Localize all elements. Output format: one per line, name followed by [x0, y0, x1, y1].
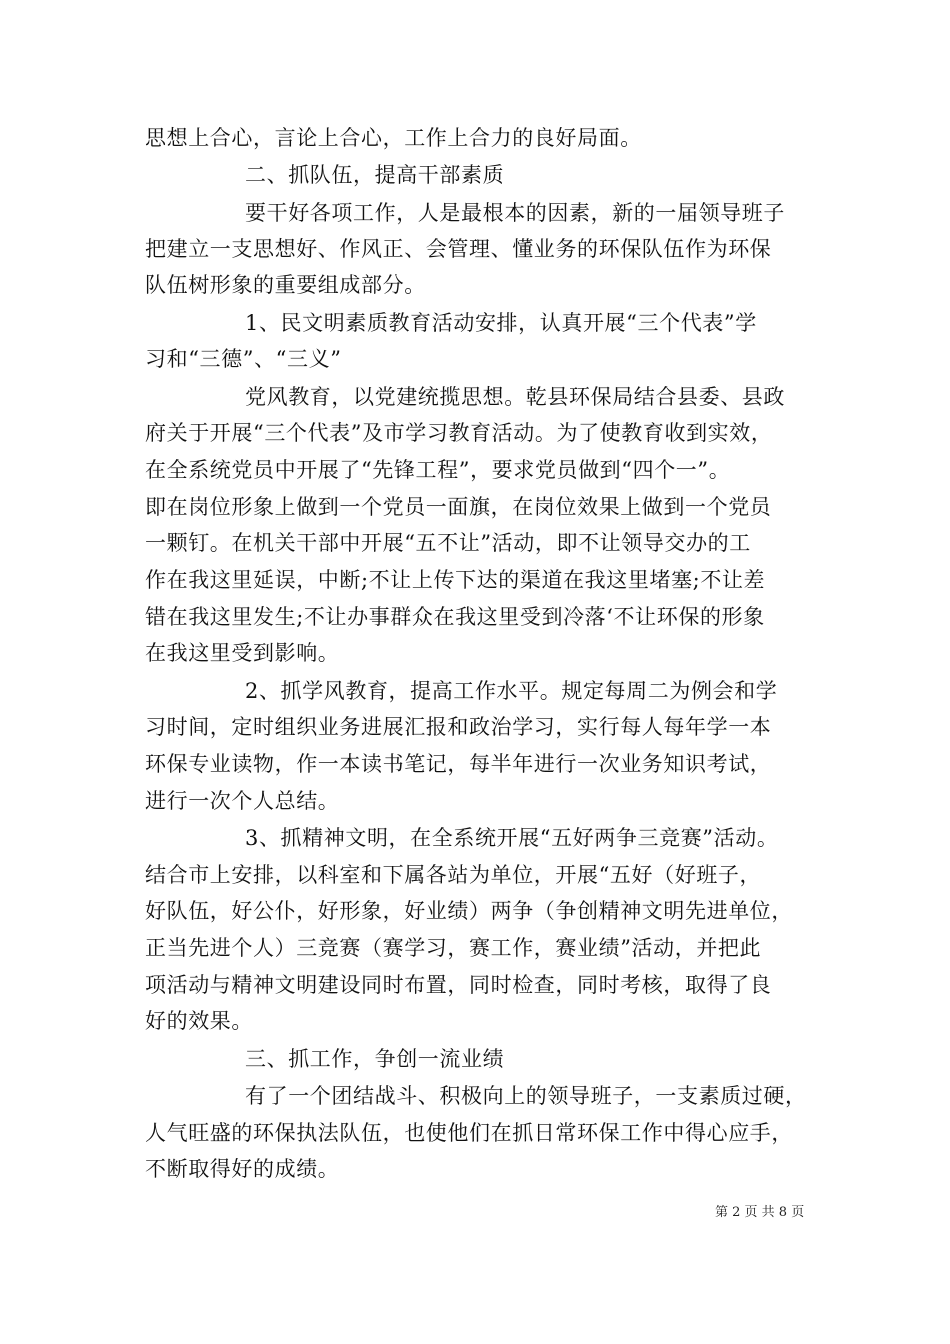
paragraph-line-13: 作在我这里延误，中断;不让上传下达的渠道在我这里堵塞;不让差 — [145, 568, 766, 592]
paragraph-line-27: 有了一个团结战斗、积极向上的领导班子，一支素质过硬， — [245, 1084, 807, 1108]
paragraph-line-9: 府关于开展“三个代表”及市学习教育活动。为了使教育收到实效， — [145, 421, 773, 445]
page-number-footer: 第 2 页 共 8 页 — [715, 1205, 805, 1220]
paragraph-line-3: 要干好各项工作，人是最根本的因素，新的一届领导班子 — [245, 201, 785, 225]
paragraph-line-4: 把建立一支思想好、作风正、会管理、懂业务的环保队伍作为环保 — [145, 237, 772, 261]
paragraph-line-22: 好队伍，好公仆，好形象，好业绩）两争（争创精神文明先进单位， — [145, 899, 793, 923]
paragraph-line-17: 习时间，定时组织业务进展汇报和政治学习，实行每人每年学一本 — [145, 715, 772, 739]
paragraph-line-29: 不断取得好的成绩。 — [145, 1157, 340, 1181]
paragraph-line-11: 即在岗位形象上做到一个党员一面旗，在岗位效果上做到一个党员 — [145, 495, 772, 519]
paragraph-line-1: 思想上合心，言论上合心，工作上合力的良好局面。 — [145, 126, 642, 150]
paragraph-line-5: 队伍树形象的重要组成部分。 — [145, 273, 426, 297]
paragraph-line-25: 好的效果。 — [145, 1009, 253, 1033]
paragraph-line-7: 习和“三德”、“三义” — [145, 347, 342, 371]
paragraph-line-18: 环保专业读物，作一本读书笔记，每半年进行一次业务知识考试， — [145, 752, 772, 776]
paragraph-line-19: 进行一次个人总结。 — [145, 789, 340, 813]
paragraph-line-6: 1、民文明素质教育活动安排，认真开展“三个代表”学 — [245, 311, 757, 335]
section-heading-three: 三、抓工作，争创一流业绩 — [245, 1047, 505, 1071]
paragraph-line-24: 项活动与精神文明建设同时布置，同时检查，同时考核，取得了良 — [145, 973, 772, 997]
paragraph-line-20: 3、抓精神文明，在全系统开展“五好两争三竞赛”活动。 — [245, 826, 779, 850]
paragraph-line-15: 在我这里受到影响。 — [145, 641, 340, 665]
paragraph-line-28: 人气旺盛的环保执法队伍，也使他们在抓日常环保工作中得心应手， — [145, 1121, 793, 1145]
paragraph-line-16: 2、抓学风教育，提高工作水平。规定每周二为例会和学 — [245, 679, 778, 703]
paragraph-line-8: 党风教育，以党建统揽思想。乾县环保局结合县委、县政 — [245, 385, 785, 409]
section-heading-two: 二、抓队伍，提高干部素质 — [245, 163, 505, 187]
paragraph-line-23: 正当先进个人）三竞赛（赛学习，赛工作，赛业绩”活动，并把此 — [145, 936, 762, 960]
paragraph-line-12: 一颗钉。在机关干部中开展“五不让”活动，即不让领导交办的工 — [145, 531, 751, 555]
paragraph-line-21: 结合市上安排，以科室和下属各站为单位，开展“五好（好班子， — [145, 863, 762, 887]
paragraph-line-14: 错在我这里发生;不让办事群众在我这里受到冷落‘不让环保的形象 — [145, 605, 765, 629]
paragraph-line-10: 在全系统党员中开展了“先锋工程”，要求党员做到“四个一”。 — [145, 458, 731, 482]
